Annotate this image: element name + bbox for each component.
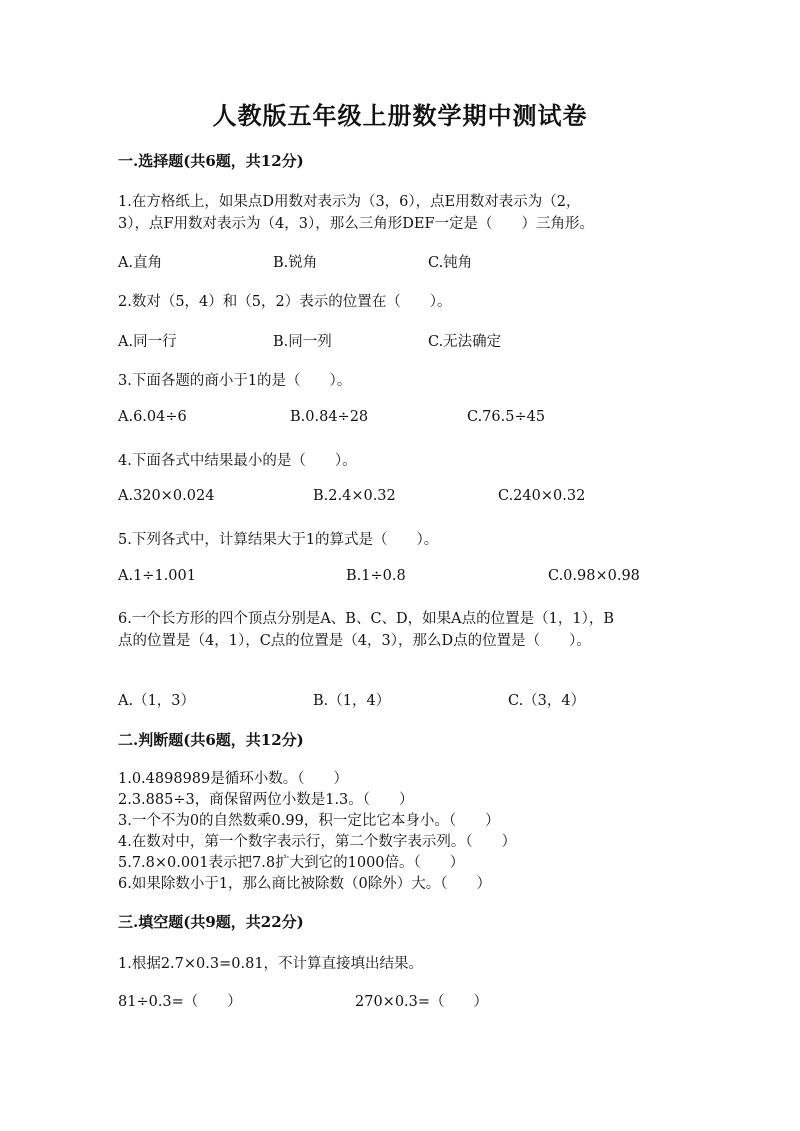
question-text: 6.一个长方形的四个顶点分别是A、B、C、D，如果A点的位置是（1，1），B bbox=[118, 611, 615, 627]
option-a: A.1÷1.001 bbox=[118, 568, 196, 584]
judgement-item: 1.0.4898989是循环小数。（ ） bbox=[118, 771, 348, 787]
fill-blank: 81÷0.3=（ ） bbox=[118, 994, 242, 1010]
question-text: 3），点F用数对表示为（4，3），那么三角形DEF一定是（ ）三角形。 bbox=[118, 216, 595, 232]
option-c: C.240×0.32 bbox=[498, 488, 586, 504]
fill-blank: 270×0.3=（ ） bbox=[355, 994, 489, 1010]
option-b: B.锐角 bbox=[273, 255, 318, 271]
option-c: C.（3，4） bbox=[508, 693, 586, 709]
exam-title: 人教版五年级上册数学期中测试卷 bbox=[212, 101, 588, 130]
judgement-item: 2.3.885÷3，商保留两位小数是1.3。（ ） bbox=[118, 792, 414, 808]
question-text: 点的位置是（4，1），C点的位置是（4，3），那么D点的位置是（ ）。 bbox=[118, 633, 591, 649]
option-b: B.1÷0.8 bbox=[346, 568, 406, 584]
option-b: B.2.4×0.32 bbox=[313, 488, 396, 504]
option-b: B.（1，4） bbox=[313, 693, 391, 709]
option-c: C.无法确定 bbox=[428, 334, 502, 350]
section-heading-judgement: 二.判断题(共6题，共12分) bbox=[118, 731, 304, 749]
option-c: C.钝角 bbox=[428, 255, 473, 271]
question-text: 1.在方格纸上，如果点D用数对表示为（3，6），点E用数对表示为（2， bbox=[118, 194, 581, 210]
question-text: 3.下面各题的商小于1的是（ ）。 bbox=[118, 373, 352, 389]
judgement-item: 6.如果除数小于1，那么商比被除数（0除外）大。（ ） bbox=[118, 876, 492, 892]
section-heading-choice: 一.选择题(共6题，共12分) bbox=[118, 152, 304, 170]
option-a: A.直角 bbox=[118, 255, 163, 271]
question-text: 2.数对（5，4）和（5，2）表示的位置在（ ）。 bbox=[118, 294, 452, 310]
option-c: C.0.98×0.98 bbox=[548, 568, 640, 584]
option-a: A.6.04÷6 bbox=[118, 409, 187, 425]
judgement-item: 4.在数对中，第一个数字表示行，第二个数字表示列。（ ） bbox=[118, 834, 517, 850]
judgement-item: 3.一个不为0的自然数乘0.99，积一定比它本身小。（ ） bbox=[118, 813, 500, 829]
section-heading-fill-in: 三.填空题(共9题，共22分) bbox=[118, 913, 304, 931]
option-b: B.0.84÷28 bbox=[290, 409, 369, 425]
option-a: A.（1，3） bbox=[118, 693, 196, 709]
judgement-item: 5.7.8×0.001表示把7.8扩大到它的1000倍。（ ） bbox=[118, 855, 465, 871]
question-text: 4.下面各式中结果最小的是（ ）。 bbox=[118, 453, 357, 469]
option-a: A.同一行 bbox=[118, 334, 177, 350]
option-b: B.同一列 bbox=[273, 334, 332, 350]
option-a: A.320×0.024 bbox=[118, 488, 215, 504]
question-text: 1.根据2.7×0.3=0.81，不计算直接填出结果。 bbox=[118, 956, 424, 972]
question-text: 5.下列各式中，计算结果大于1的算式是（ ）。 bbox=[118, 532, 439, 548]
option-c: C.76.5÷45 bbox=[467, 409, 546, 425]
